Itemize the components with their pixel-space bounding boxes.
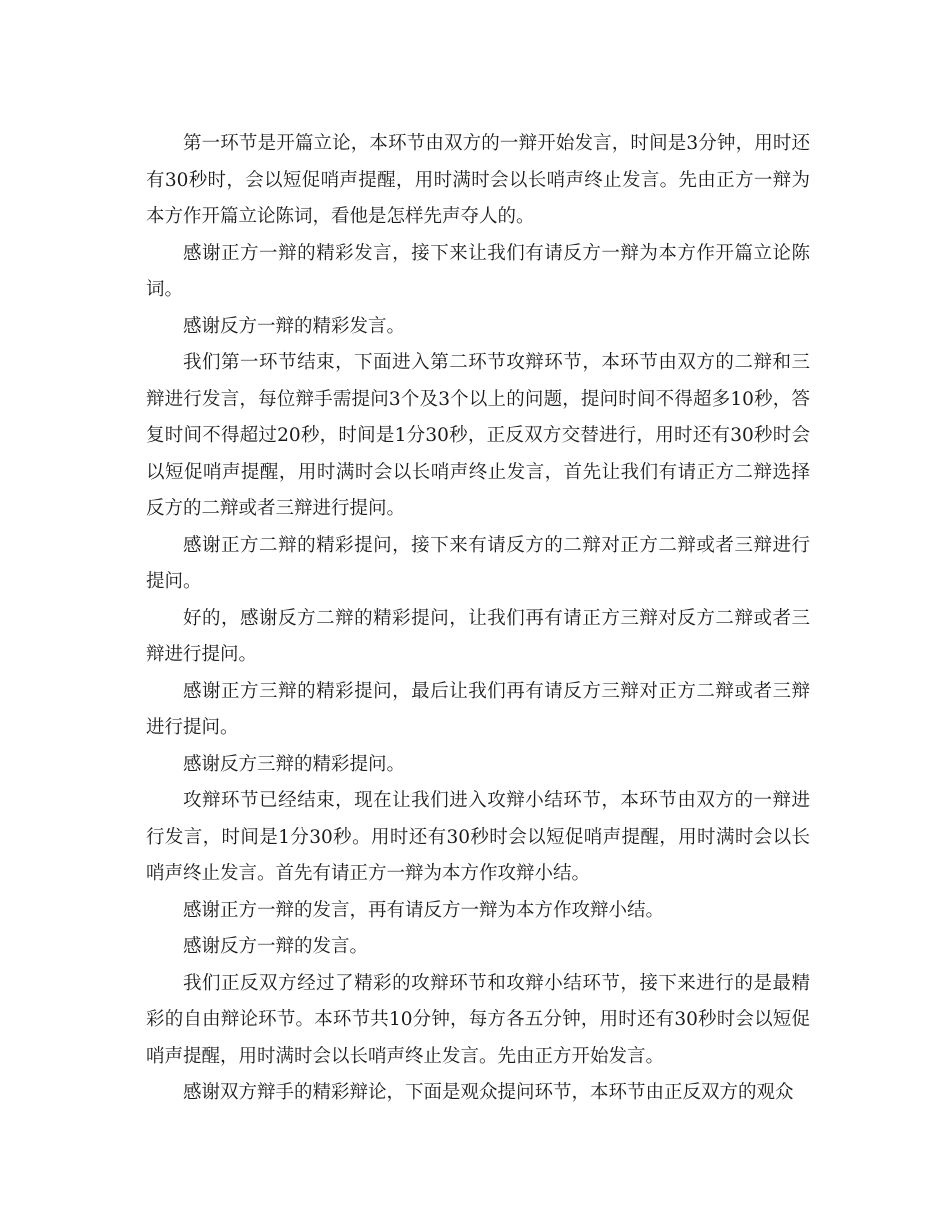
paragraph: 感谢反方一辩的发言。 <box>183 936 369 957</box>
document-body <box>146 126 810 1112</box>
paragraph: 攻辩环节已经结束，现在让我们进入攻辩小结环节，本环节由双方的一辩进行发言，时间是1分30秒。用时还有30秒时会以短促哨声提醒，用时满时会以长哨声终止发言。首先有请正方一辩为本方作攻辩小结。 <box>146 790 810 884</box>
paragraph: 感谢正方一辩的发言，再有请反方一辩为本方作攻辩小结。 <box>183 899 665 921</box>
paragraph: 我们正反双方经过了精彩的攻辩环节和攻辩小结环节，接下来进行的是最精彩的自由辩论环节。本环节共10分钟，每方各五分钟，用时还有30秒时会以短促哨声提醒，用时满时会以长哨声终止发言。先由正方开始发言。 <box>146 972 810 1067</box>
paragraph: 第一环节是开篇立论，本环节由双方的一辩开始发言，时间是3分钟，用时还有30秒时，会以短促哨声提醒，用时满时会以长哨声终止发言。先由正方一辩为本方作开篇立论陈词，看他是怎样先声夺人的。 <box>146 133 810 227</box>
paragraph: 我们第一环节结束，下面进入第二环节攻辩环节，本环节由双方的二辩和三辩进行发言，每位辩手需提问3个及3个以上的问题，提问时间不得超多10秒，答复时间不得超过20秒，时间是1分30秒，正反双方交替进行，用时还有30秒时会以短促哨声提醒，用时满时会以长哨声终止发言，首先让我们有请正方二辩选择反方的二辩或者三辩进行提问。 <box>146 352 810 519</box>
paragraph: 感谢正方三辩的精彩提问，最后让我们再有请反方三辩对正方二辩或者三辩进行提问。 <box>146 680 810 738</box>
paragraph: 好的，感谢反方二辩的精彩提问，让我们再有请正方三辩对反方二辩或者三辩进行提问。 <box>146 607 810 665</box>
paragraph: 感谢双方辩手的精彩辩论，下面是观众提问环节，本环节由正反双方的观众 <box>183 1082 794 1103</box>
paragraph: 感谢正方一辩的精彩发言，接下来让我们有请反方一辩为本方作开篇立论陈词。 <box>146 242 810 300</box>
paragraph: 感谢正方二辩的精彩提问，接下来有请反方的二辩对正方二辩或者三辩进行提问。 <box>146 534 810 592</box>
paragraph: 感谢反方一辩的精彩发言。 <box>183 315 406 337</box>
paragraph: 感谢反方三辩的精彩提问。 <box>183 753 406 775</box>
